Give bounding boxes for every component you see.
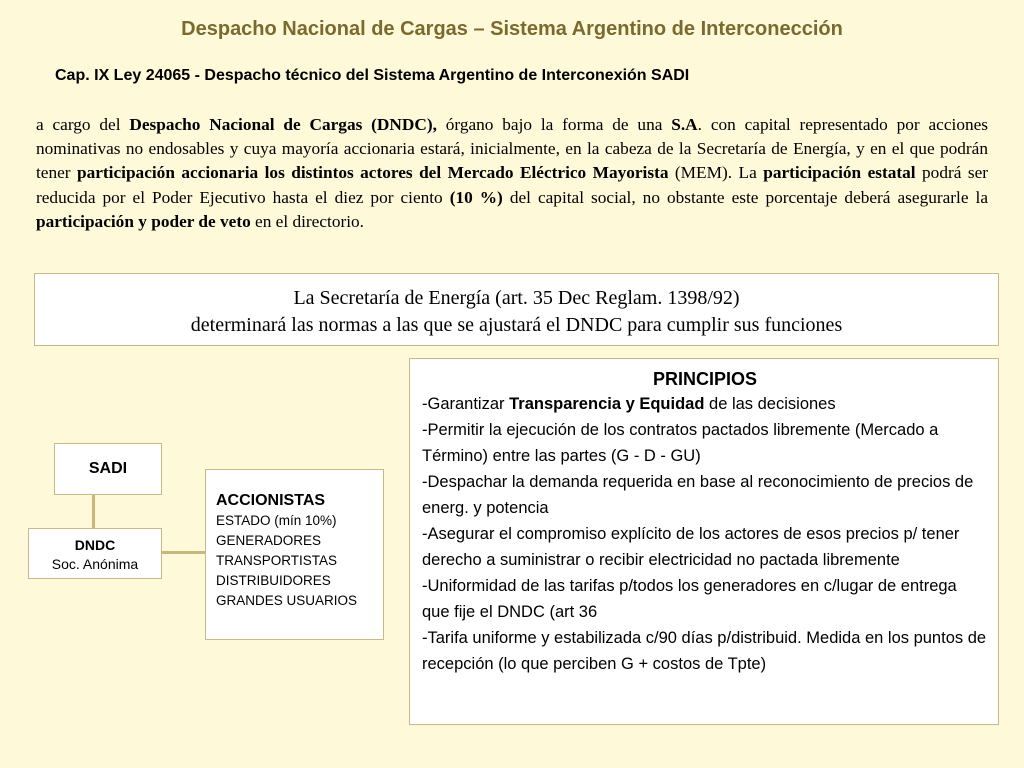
intro-paragraph [36, 113, 988, 234]
accionista-item: GRANDES USUARIOS [216, 593, 358, 608]
dndc-type: Soc. Anónima [51, 556, 139, 572]
sadi-dndc-connector [92, 495, 95, 528]
secretaria-box [34, 273, 999, 346]
secretaria-line-2: determinará las normas a las que se ajustará el DNDC para cumplir sus funciones [190, 314, 843, 336]
principio-item: -Uniformidad de las tarifas p/todos los generadores en c/lugar de entrega que fije el DNDC (art 36 [422, 577, 957, 621]
page-title: Despacho Nacional de Cargas – Sistema Argentino de Interconección [181, 18, 843, 40]
para-text: . con capital representado por acciones nominativas no endosables y cuya mayoría accionaria estará, inicialmente, en la cabeza de la Secretaría de Energía, y en el que podrán tener [36, 115, 988, 183]
para-bold: participación y poder de veto [36, 211, 251, 231]
accionista-item: ESTADO (mín 10%) [216, 513, 337, 528]
para-text: del capital social, no obstante este porcentaje deberá asegurarle la [502, 187, 988, 207]
principio-item: -Despachar la demanda requerida en base al reconocimiento de precios de energ. y potencia [422, 473, 974, 517]
principio-item: -Asegurar el compromiso explícito de los actores de esos precios p/ tener derecho a suministrar o recibir electricidad no pactada libremente [422, 525, 960, 569]
dndc-name: DNDC [74, 537, 116, 553]
dndc-accionistas-connector [162, 551, 205, 554]
para-text: en el directorio. [250, 211, 364, 231]
principio-text: de las decisiones [704, 395, 836, 413]
para-bold: participación estatal [763, 163, 916, 183]
para-text: órgano bajo la forma de una [436, 115, 672, 134]
principios-box [409, 358, 999, 725]
para-bold: Despacho Nacional de Cargas (DNDC), [129, 115, 437, 134]
page-subtitle: Cap. IX Ley 24065 - Despacho técnico del Sistema Argentino de Interconexión SADI [55, 67, 690, 84]
para-text: (MEM). La [668, 163, 764, 183]
accionistas-box [205, 469, 384, 640]
principio-bold: Transparencia y Equidad [509, 395, 705, 413]
principio-item: -Permitir la ejecución de los contratos pactados libremente (Mercado a Término) entre las partes (G - D - GU) [422, 421, 939, 465]
para-bold: (10 %) [449, 187, 503, 207]
accionista-item: TRANSPORTISTAS [216, 553, 338, 568]
accionista-item: GENERADORES [216, 533, 322, 548]
accionista-item: DISTRIBUIDORES [216, 573, 331, 588]
sadi-label: SADI [88, 460, 128, 477]
principio-item: -Tarifa uniforme y estabilizada c/90 días p/distribuid. Medida en los puntos de recepción (lo que perciben G + costos de Tpte) [422, 629, 987, 673]
sadi-box [54, 443, 162, 495]
para-text: podrá ser reducida por el Poder Ejecutivo hasta el diez por ciento [36, 163, 988, 207]
principio-text: -Garantizar [422, 395, 510, 413]
accionistas-heading: ACCIONISTAS [216, 492, 326, 509]
secretaria-line-1: La Secretaría de Energía (art. 35 Dec Reglam. 1398/92) [293, 287, 740, 309]
para-bold: participación accionaria los distintos actores del Mercado Eléctrico Mayorista [77, 163, 669, 183]
principios-heading: PRINCIPIOS [652, 369, 758, 389]
para-text: a cargo del [36, 115, 130, 134]
para-bold: S.A [671, 115, 698, 134]
dndc-box [28, 528, 162, 579]
principio-item [422, 391, 988, 417]
